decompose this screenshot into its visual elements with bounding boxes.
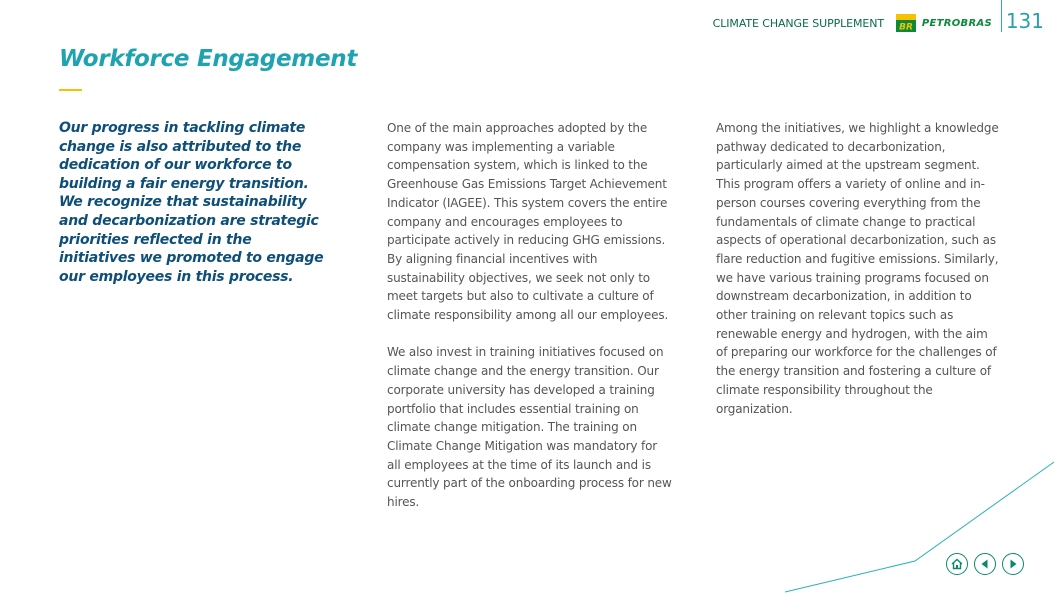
petrobras-logo	[896, 14, 992, 32]
column1-paragraph-2: We also invest in training initiatives focused on climate change and the energy transition. Our corporate university has developed a training portfolio that includes essential training on climate change mitigation. The training on Climate Change Mitigation was mandatory for all employees at the time of its launch and is currently part of the onboarding process for new hires.	[387, 345, 672, 510]
arrow-right-icon	[1007, 558, 1019, 570]
home-button[interactable]	[946, 553, 968, 575]
body-column-2	[716, 119, 1001, 437]
header-divider	[1001, 0, 1002, 32]
home-icon	[951, 558, 963, 570]
column2-paragraph-1: Among the initiatives, we highlight a knowledge pathway dedicated to decarbonization, particularly aimed at the upstream segment. This program offers a variety of online and in-person courses covering everything from the fundamentals of climate change to practical aspects of operational decarbonization, such as flare reduction and fugitive emissions. Similarly, we have various training programs focused on downstream decarbonization, in addition to other training on relevant topics such as renewable energy and hydrogen, with the aim of preparing our workforce for the challenges of the energy transition and fostering a culture of climate responsibility throughout the organization.	[716, 121, 999, 416]
page-title: Workforce Engagement	[59, 46, 358, 72]
page-number: 131	[1005, 9, 1044, 33]
body-column-1	[387, 119, 672, 530]
intro-text: Our progress in tackling climate change is also attributed to the dedication of our workforce to building a fair energy transition. We recognize that sustainability and decarbonization are strategic priorities reflected in the initiatives we promoted to engage our employees in this process.	[59, 120, 324, 285]
petrobras-logo-icon	[896, 14, 916, 32]
previous-page-button[interactable]	[974, 553, 996, 575]
supplement-label: CLIMATE CHANGE SUPPLEMENT	[712, 17, 884, 30]
logo-wordmark: PETROBRAS	[921, 17, 992, 29]
logo-badge-text: BR	[898, 22, 913, 32]
page-navigation	[946, 553, 1024, 575]
column1-paragraph-1: One of the main approaches adopted by the company was implementing a variable compensation system, which is linked to the Greenhouse Gas Emissions Target Achievement Indicator (IAGEE). This system covers the entire company and encourages employees to participate actively in reducing GHG emissions. By aligning financial incentives with sustainability objectives, we seek not only to meet targets but also to cultivate a culture of climate responsibility among all our employees.	[387, 121, 669, 323]
arrow-left-icon	[979, 558, 991, 570]
title-underline	[59, 89, 82, 91]
page-header	[654, 0, 1054, 40]
next-page-button[interactable]	[1002, 553, 1024, 575]
